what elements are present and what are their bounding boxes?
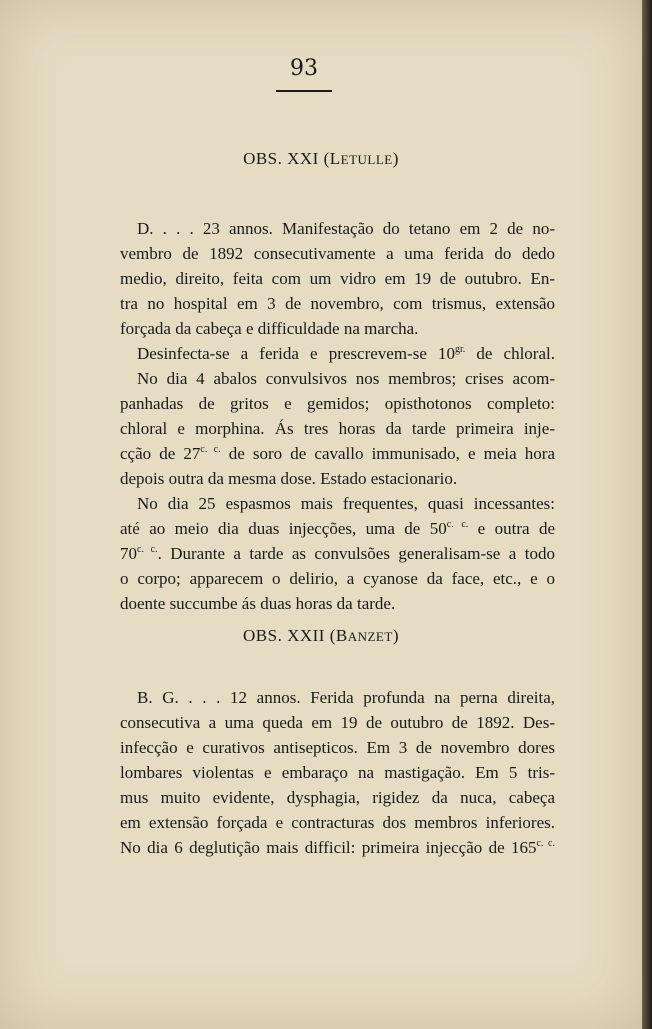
text-line: medio, direito, feita com um vidro em 19 de outubro. En- [120, 269, 555, 288]
unit-superscript: gr. [454, 344, 466, 355]
text-segment: No dia 6 deglutição mais difficil: primeira injecção de 165 [120, 838, 537, 857]
obs-21-title-suffix: ) [392, 149, 399, 168]
unit-superscript: c. c. [536, 838, 555, 849]
unit-superscript: c. c. [137, 544, 158, 555]
text-line: No dia 4 abalos convulsivos nos membros; crises acom- [137, 369, 555, 388]
page-number-rule [276, 90, 332, 92]
text-segment: cção de 27 [120, 444, 201, 463]
text-line: infecção e curativos antisepticos. Em 3 de novembro dores [120, 738, 555, 757]
text-line: depois outra da mesma dose. Estado estacionario. [120, 469, 458, 488]
text-line [120, 341, 555, 366]
obs-22-title-rest: ANZET [347, 629, 393, 644]
text-line: B. G. . . . 12 annos. Ferida profunda na perna direita, [137, 688, 555, 707]
text-line: em extensão forçada e contracturas dos membros inferiores. [120, 813, 555, 832]
text-line: D. . . . 23 annos. Manifestação do tetano em 2 de no- [137, 219, 555, 238]
obs-22-title-cap: B [335, 626, 348, 645]
text-line: tra no hospital em 3 de novembro, com trismus, extensão [120, 294, 555, 313]
text-line: consecutiva a uma queda em 19 de outubro de 1892. Des- [120, 713, 555, 732]
text-segment: 70 [120, 544, 137, 563]
page-number: 93 [290, 56, 318, 81]
text-line: mus muito evidente, dysphagia, rigidez da nuca, cabeça [120, 788, 555, 807]
obs-21-title-rest: ETULLE [340, 152, 393, 167]
text-segment: . Durante a tarde as convulsões generalisam-se a todo [157, 544, 555, 563]
obs-21-title-cap: L [329, 149, 341, 168]
obs-21-heading [0, 149, 642, 169]
text-line [120, 441, 555, 466]
text-segment: e outra de [468, 519, 555, 538]
text-segment: Desinfecta-se a ferida e prescrevem-se 10 [137, 344, 455, 363]
text-segment: de chloral. [465, 344, 555, 363]
unit-superscript: c. c. [446, 519, 469, 530]
book-edge [642, 0, 652, 1029]
text-segment: de soro de cavallo immunisado, e meia hora [220, 444, 555, 463]
unit-superscript: c. c. [200, 444, 221, 455]
text-line [120, 516, 555, 541]
text-line: doente succumbe ás duas horas da tarde. [120, 594, 396, 613]
text-line [120, 835, 555, 860]
text-line: vembro de 1892 consecutivamente a uma ferida do dedo [120, 244, 555, 263]
text-line: lombares violentas e embaraço na mastigação. Em 5 tris- [120, 763, 555, 782]
obs-22-title-prefix: OBS. XXII ( [243, 626, 336, 645]
text-line: No dia 25 espasmos mais frequentes, quasi incessantes: [137, 494, 555, 513]
obs-22-title-suffix: ) [392, 626, 399, 645]
obs-21-text [120, 216, 555, 616]
text-line [120, 541, 555, 566]
obs-22-heading [0, 626, 642, 646]
text-line: panhadas de gritos e gemidos; opisthotonos completo: [120, 394, 555, 413]
text-line: forçada da cabeça e difficuldade na marcha. [120, 319, 419, 338]
obs-21-title-prefix: OBS. XXI ( [243, 149, 330, 168]
text-segment: até ao meio dia duas injecções, uma de 50 [120, 519, 447, 538]
text-line: chloral e morphina. Ás tres horas da tarde primeira inje- [120, 419, 555, 438]
text-line: o corpo; apparecem o delirio, a cyanose da face, etc., e o [120, 569, 555, 588]
obs-22-text [120, 685, 555, 860]
